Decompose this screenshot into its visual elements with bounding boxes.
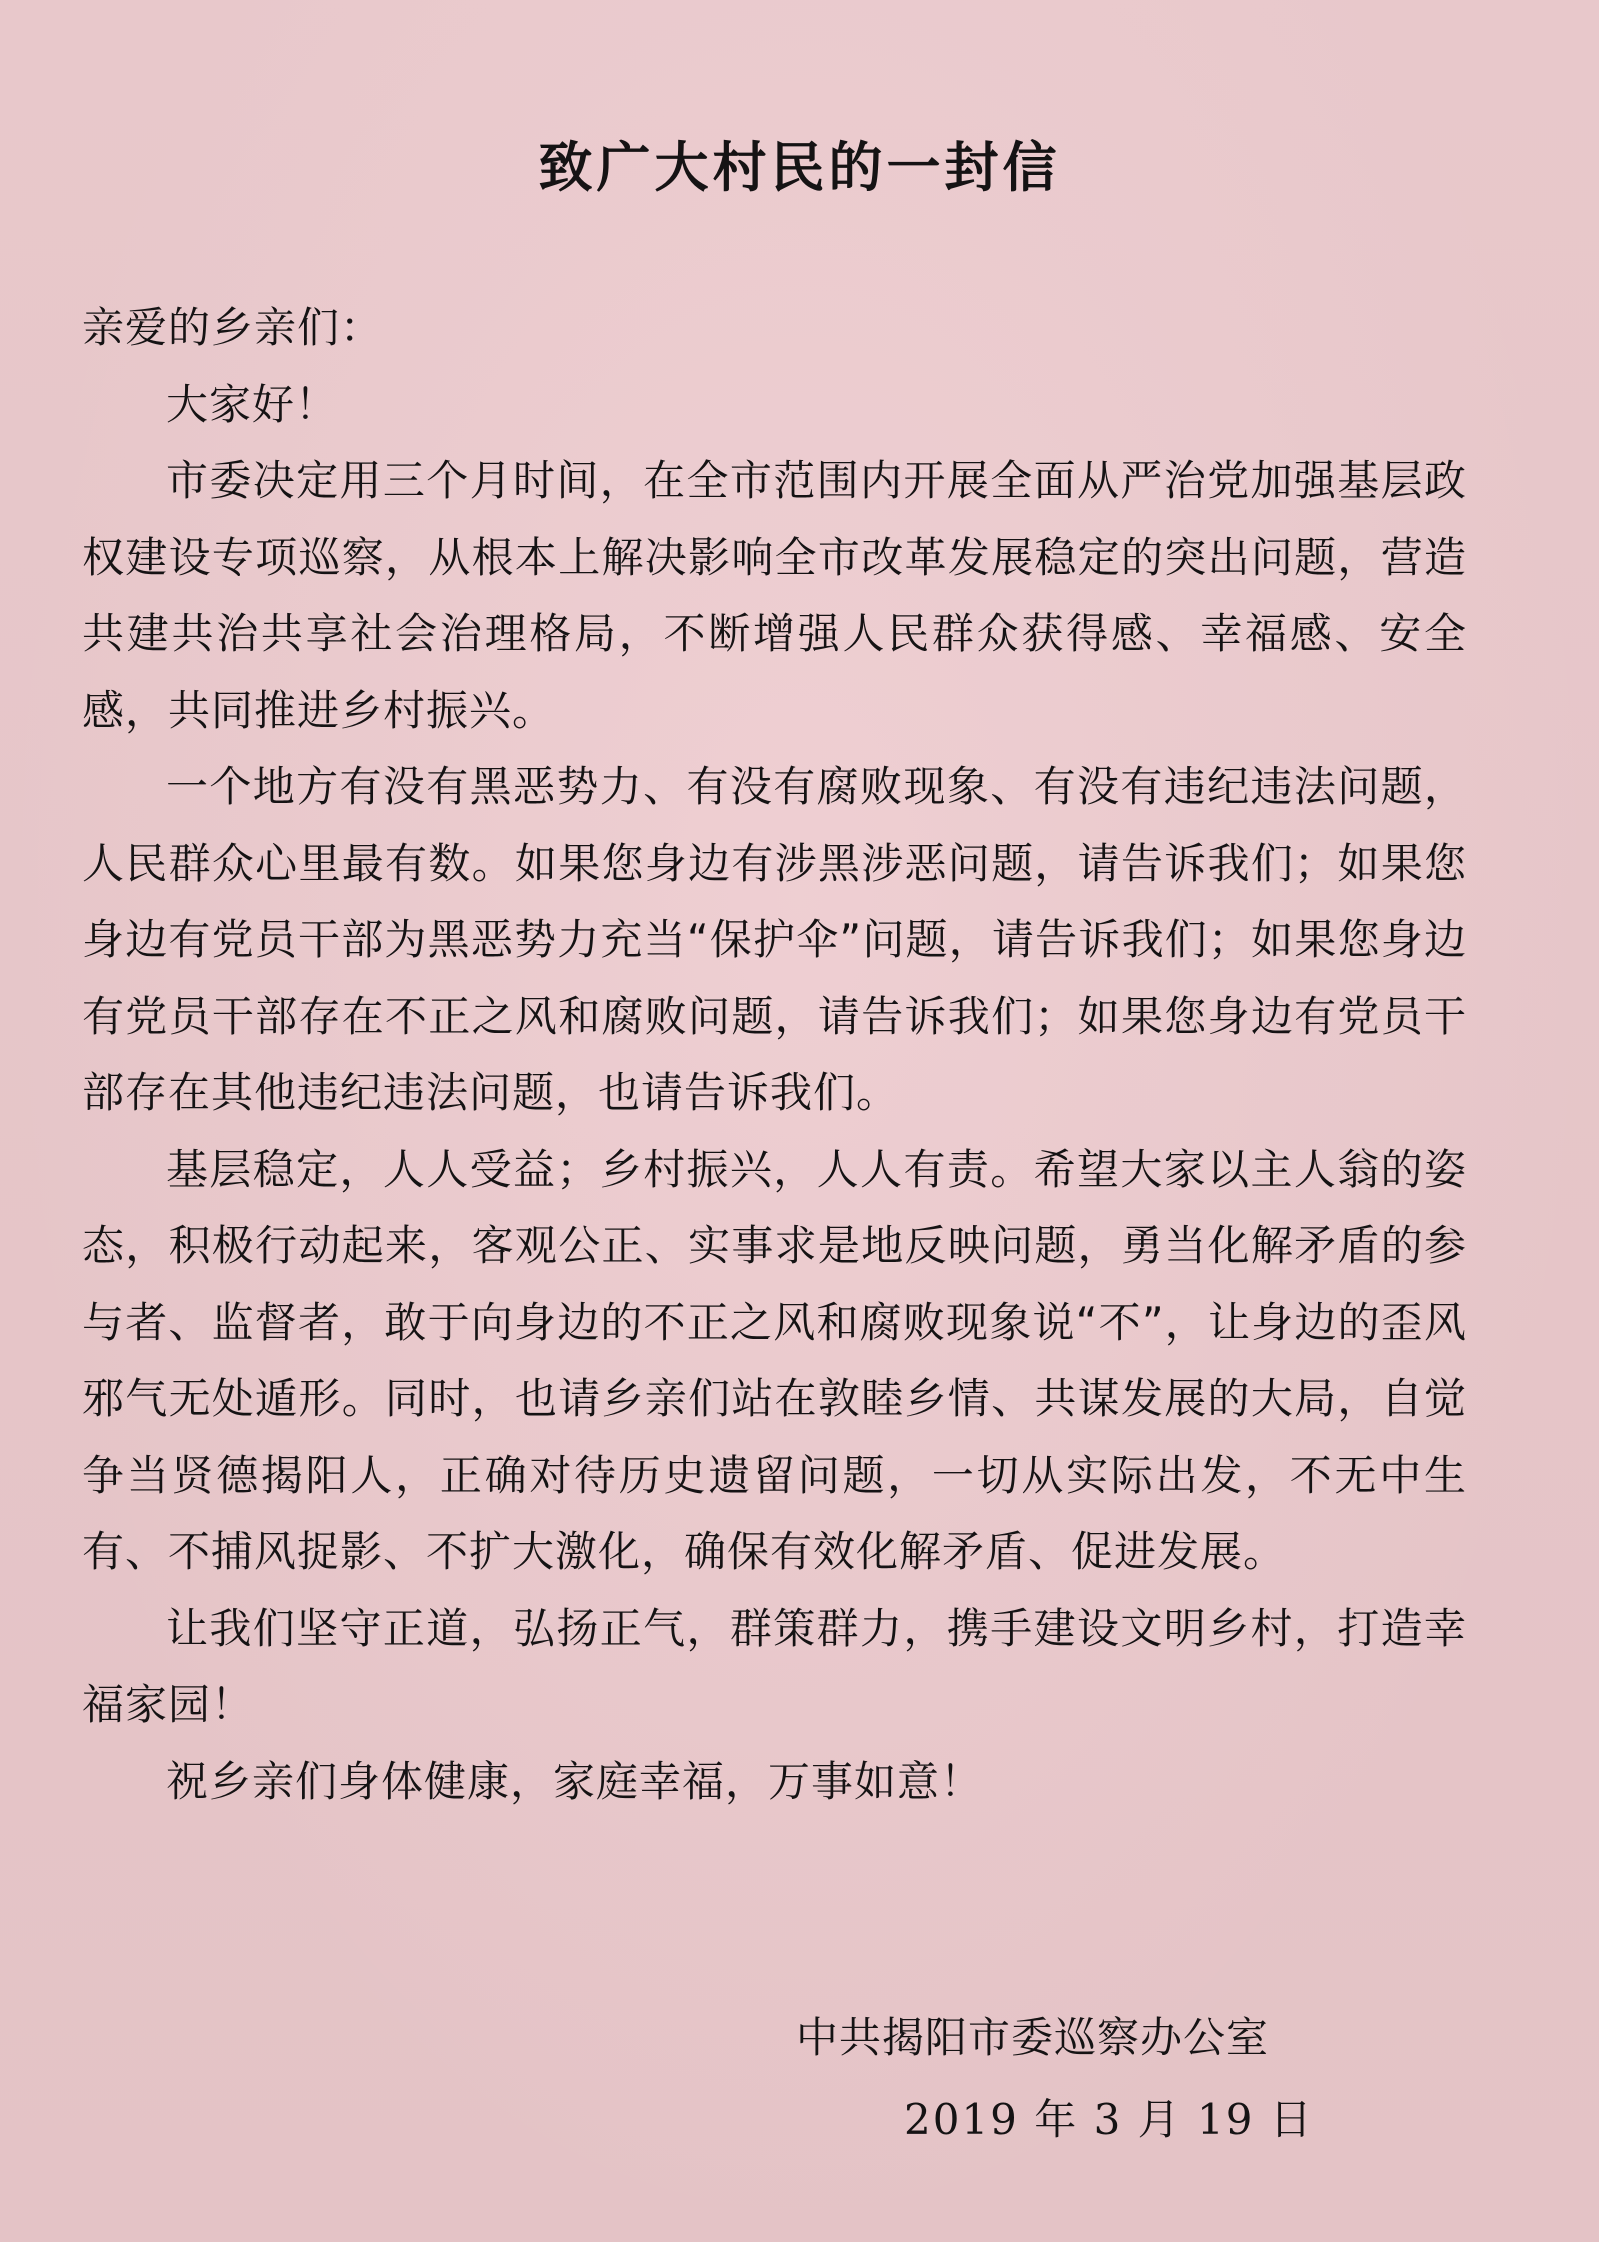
letter-title: 致广大村民的一封信 [538, 136, 1061, 199]
paragraph-5: 祝乡亲们身体健康，家庭幸福，万事如意！ [166, 1756, 984, 1806]
signature: 中共揭阳市委巡察办公室 [796, 2013, 1270, 2062]
salutation: 亲爱的乡亲们： [82, 303, 384, 352]
paragraph-4: 让我们坚守正道，弘扬正气，群策群力，携手建设文明乡村，打造幸福家园！ [82, 1603, 1467, 1729]
paragraph-1: 市委决定用三个月时间，在全市范围内开展全面从严治党加强基层政权建设专项巡察，从根本上解决影响全市改革发展稳定的突出问题，营造共建共治共享社会治理格局，不断增强人民群众获得感、幸福感、安全感，共同推进乡村振兴。 [82, 456, 1467, 735]
paragraph-2: 一个地方有没有黑恶势力、有没有腐败现象、有没有违纪违法问题，人民群众心里最有数。如果您身边有涉黑涉恶问题，请告诉我们；如果您身边有党员干部为黑恶势力充当“保护伞”问题，请告诉我们；如果您身边有党员干部存在不正之风和腐败问题，请告诉我们；如果您身边有党员干部存在其他违纪违法问题，也请告诉我们。 [82, 762, 1467, 1117]
letter-date: 2019 年 3 月 19 日 [904, 2095, 1314, 2144]
letter-body [82, 290, 1467, 1820]
greeting: 大家好！ [166, 379, 339, 429]
paragraph-3: 基层稳定，人人受益；乡村振兴，人人有责。希望大家以主人翁的姿态，积极行动起来，客观公正、实事求是地反映问题，勇当化解矛盾的参与者、监督者，敢于向身边的不正之风和腐败现象说“不”，让身边的歪风邪气无处遁形。同时，也请乡亲们站在敦睦乡情、共谋发展的大局，自觉争当贤德揭阳人，正确对待历史遗留问题，一切从实际出发，不无中生有、不捕风捉影、不扩大激化，确保有效化解矛盾、促进发展。 [82, 1144, 1467, 1576]
